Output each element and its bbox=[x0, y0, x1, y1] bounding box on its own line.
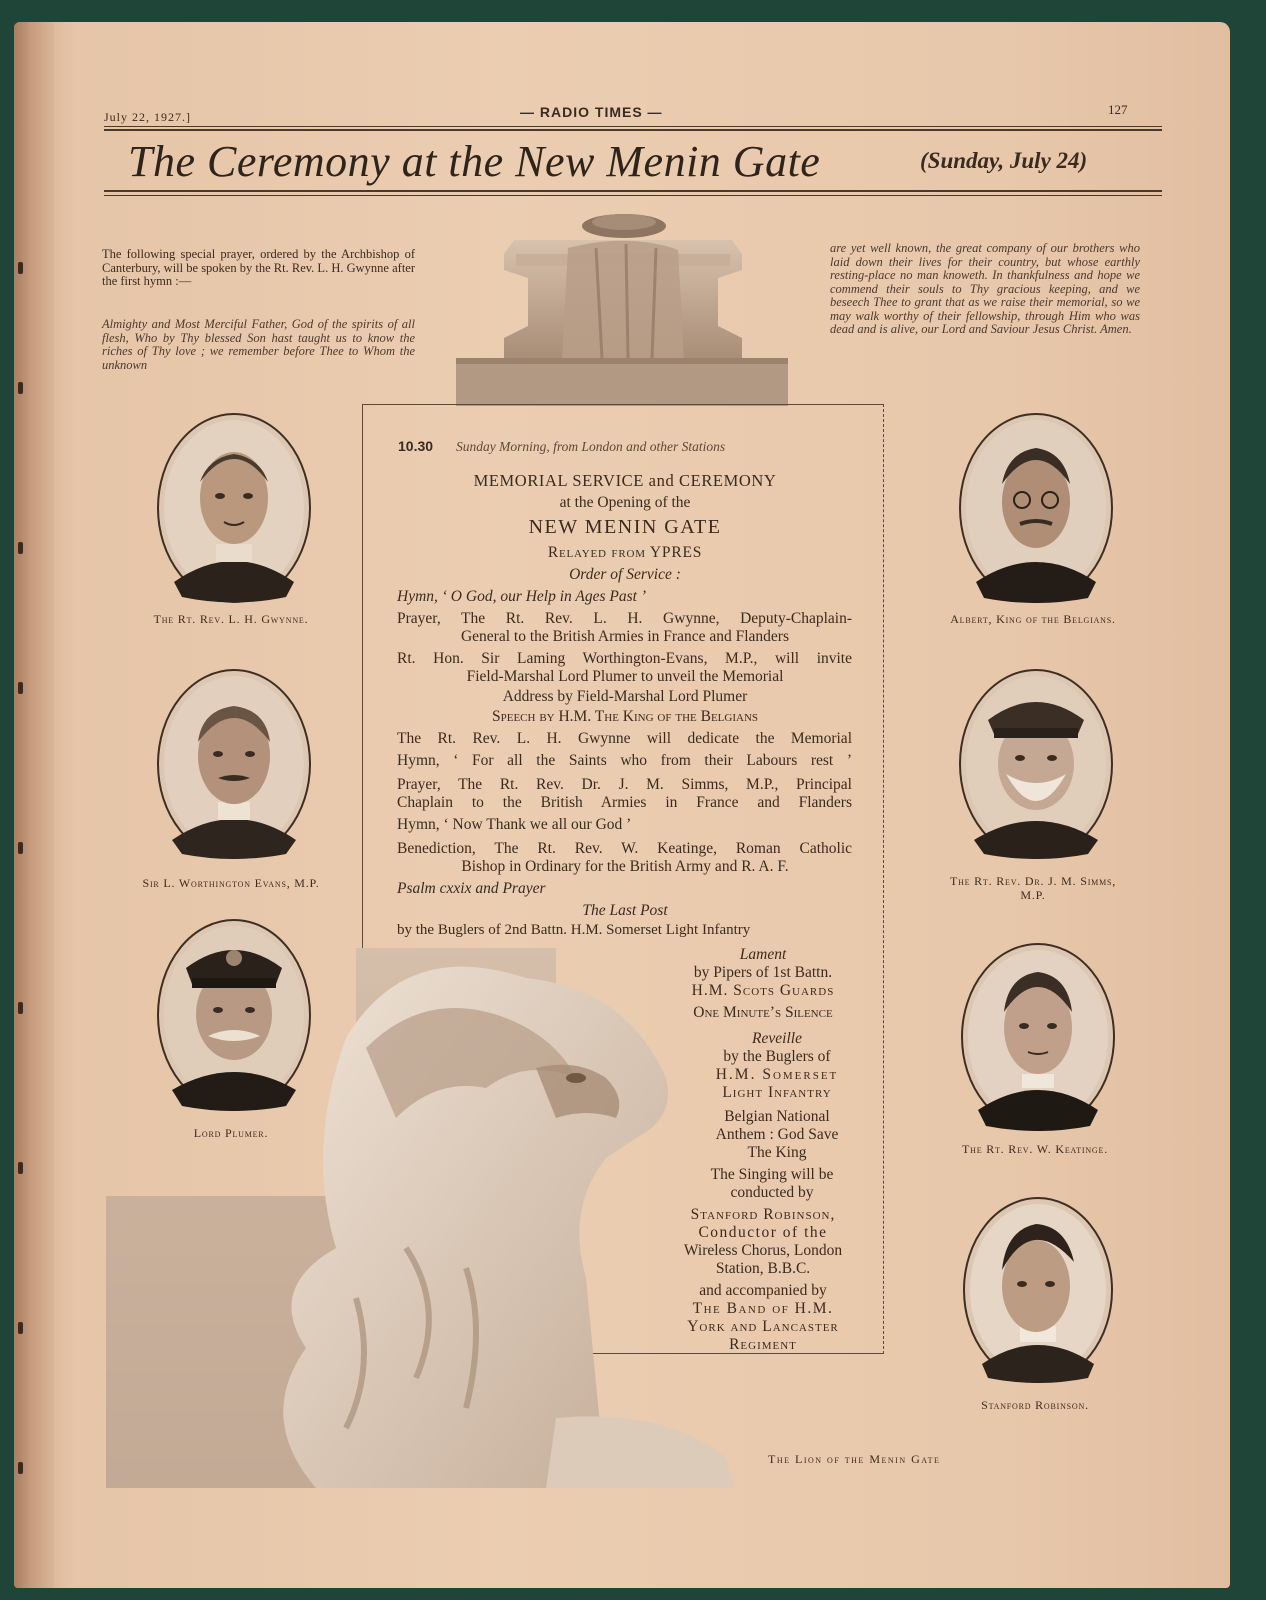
intro-text: The following special prayer, ordered by the Archbishop of Canterbury, will be spoken by the Rt. Rev. L. H. Gwynne after the first hymn :— bbox=[102, 247, 415, 288]
title-rule bbox=[104, 190, 1162, 192]
binding-hole bbox=[18, 1462, 23, 1474]
programme-item: Hymn, ‘ Now Thank we all our God ’ bbox=[397, 816, 632, 833]
programme-item: conducted by bbox=[730, 1184, 814, 1201]
programme-item: Benediction, The Rt. Rev. W. Keatinge, Roman Catholic bbox=[397, 840, 852, 857]
programme-item: General to the British Armies in France and Flanders bbox=[460, 628, 789, 645]
programme-item: Psalm cxxix and Prayer bbox=[397, 880, 546, 897]
title-date: (Sunday, July 24) bbox=[920, 148, 1088, 173]
programme-item: Prayer, The Rt. Rev. Dr. J. M. Simms, M.P., Principal bbox=[397, 776, 852, 793]
caption-stanford-robinson: Stanford Robinson. bbox=[981, 1398, 1089, 1412]
portrait-gwynne-photo bbox=[156, 412, 312, 604]
order-of-service: Order of Service : bbox=[569, 566, 681, 583]
binding-hole bbox=[18, 1322, 23, 1334]
prayer-text-start: Almighty and Most Merciful Father, God of the spirits of all flesh, Who by Thy blessed Son hast taught us to know the riches of Thy love ; we remember before Thee to Whom the unknown bbox=[102, 317, 415, 372]
programme-subheading: at the Opening of the bbox=[559, 494, 691, 511]
programme-item: Hymn, ‘ For all the Saints who from their Labours rest ’ bbox=[397, 752, 852, 769]
programme-item: by the Buglers of 2nd Battn. H.M. Somerset Light Infantry bbox=[397, 922, 751, 938]
header-rule bbox=[104, 126, 1162, 127]
programme-relayed: Relayed from YPRES bbox=[547, 544, 703, 561]
masthead: — RADIO TIMES — bbox=[520, 104, 663, 120]
programme-item: The Band of H.M. bbox=[692, 1300, 834, 1317]
prayer-text-end: are yet well known, the great company of our brothers who laid down their lives for their country, but whose earthly resting-place no man knoweth. In thankfulness and hope we commend their souls to Thy gracious keeping, and we beseech Thee to grant that as we raise their memorial, so we may walk worthy of their fellowship, through Him who was dead and is alive, our Lord and Saviour Jesus Christ. Amen. bbox=[830, 241, 1140, 336]
lion-caption: The Lion of the Menin Gate bbox=[768, 1452, 941, 1466]
programme-item: Chaplain to the British Armies in France and Flanders bbox=[397, 794, 852, 811]
portrait-stanford-robinson-photo bbox=[962, 1196, 1114, 1384]
programme-item: Anthem : God Save bbox=[715, 1126, 839, 1143]
programme-item: The Last Post bbox=[582, 902, 668, 919]
programme-item: H.M. Scots Guards bbox=[691, 982, 835, 999]
programme-item: Stanford Robinson, bbox=[690, 1206, 836, 1223]
stone-of-remembrance-photo bbox=[456, 208, 788, 406]
issue-date: July 22, 1927.] bbox=[104, 110, 191, 124]
page-gutter bbox=[14, 22, 54, 1588]
programme-item: Rt. Hon. Sir Laming Worthington-Evans, M.P., will invite bbox=[397, 650, 852, 667]
caption-worthington-evans: Sir L. Worthington Evans, M.P. bbox=[142, 876, 320, 890]
programme-gate-heading: NEW MENIN GATE bbox=[528, 516, 722, 538]
programme-item: Lament bbox=[739, 946, 787, 963]
programme-item: The Singing will be bbox=[710, 1166, 834, 1183]
programme-item: Prayer, The Rt. Rev. L. H. Gwynne, Deputy-Chaplain- bbox=[397, 610, 852, 627]
programme-item: H.M. Somerset bbox=[715, 1066, 839, 1083]
binding-hole bbox=[18, 842, 23, 854]
programme-item: One Minute’s Silence bbox=[693, 1004, 833, 1021]
programme-item: Hymn, ‘ O God, our Help in Ages Past ’ bbox=[397, 588, 646, 605]
binding-hole bbox=[18, 262, 23, 274]
caption-simms-line2: M.P. bbox=[1020, 888, 1046, 902]
programme-item: Field-Marshal Lord Plumer to unveil the Memorial bbox=[466, 668, 784, 685]
portrait-keatinge-photo bbox=[960, 942, 1116, 1132]
caption-king-albert: Albert, King of the Belgians. bbox=[950, 612, 1116, 626]
programme-heading: MEMORIAL SERVICE and CEREMONY bbox=[473, 471, 777, 490]
programme-item: The Rt. Rev. L. H. Gwynne will dedicate the Memorial bbox=[397, 730, 852, 747]
programme-item: York and Lancaster bbox=[687, 1318, 839, 1335]
caption-simms: The Rt. Rev. Dr. J. M. Simms, bbox=[949, 874, 1117, 888]
programme-item: Bishop in Ordinary for the British Army and R. A. F. bbox=[461, 858, 789, 875]
binding-hole bbox=[18, 542, 23, 554]
caption-keatinge: The Rt. Rev. W. Keatinge. bbox=[962, 1142, 1108, 1156]
page-number: 127 bbox=[1108, 102, 1128, 117]
programme-item: Regiment bbox=[729, 1336, 797, 1353]
binding-hole bbox=[18, 1002, 23, 1014]
programme-item: Conductor of the bbox=[698, 1224, 828, 1241]
broadcast-subtitle: Sunday Morning, from London and other Stations bbox=[456, 439, 726, 454]
portrait-king-albert-photo bbox=[958, 412, 1114, 604]
caption-gwynne: The Rt. Rev. L. H. Gwynne. bbox=[153, 612, 309, 626]
header-rule bbox=[104, 129, 1162, 131]
programme-item: Belgian National bbox=[724, 1108, 830, 1125]
title-rule bbox=[104, 195, 1162, 196]
programme-item: by Pipers of 1st Battn. bbox=[693, 964, 833, 981]
lion-statue-photo bbox=[106, 948, 734, 1488]
programme-item: by the Buglers of bbox=[723, 1048, 831, 1065]
portrait-simms-photo bbox=[958, 668, 1114, 860]
binding-hole bbox=[18, 682, 23, 694]
broadcast-time: 10.30 bbox=[398, 438, 434, 454]
programme-item: Station, B.B.C. bbox=[715, 1260, 811, 1277]
caption-plumer: Lord Plumer. bbox=[193, 1126, 269, 1140]
programme-item: Light Infantry bbox=[722, 1084, 832, 1101]
binding-hole bbox=[18, 1162, 23, 1174]
binding-hole bbox=[18, 382, 23, 394]
programme-item: and accompanied by bbox=[699, 1282, 827, 1299]
programme-item: Reveille bbox=[752, 1030, 802, 1047]
programme-item: The King bbox=[747, 1144, 807, 1161]
programme-item: Address by Field-Marshal Lord Plumer bbox=[502, 688, 748, 705]
portrait-worthington-evans-photo bbox=[156, 668, 312, 860]
programme-item: Speech by H.M. The King of the Belgians bbox=[491, 708, 759, 725]
page-title: The Ceremony at the New Menin Gate bbox=[128, 137, 821, 186]
programme-item: Wireless Chorus, London bbox=[683, 1242, 843, 1259]
